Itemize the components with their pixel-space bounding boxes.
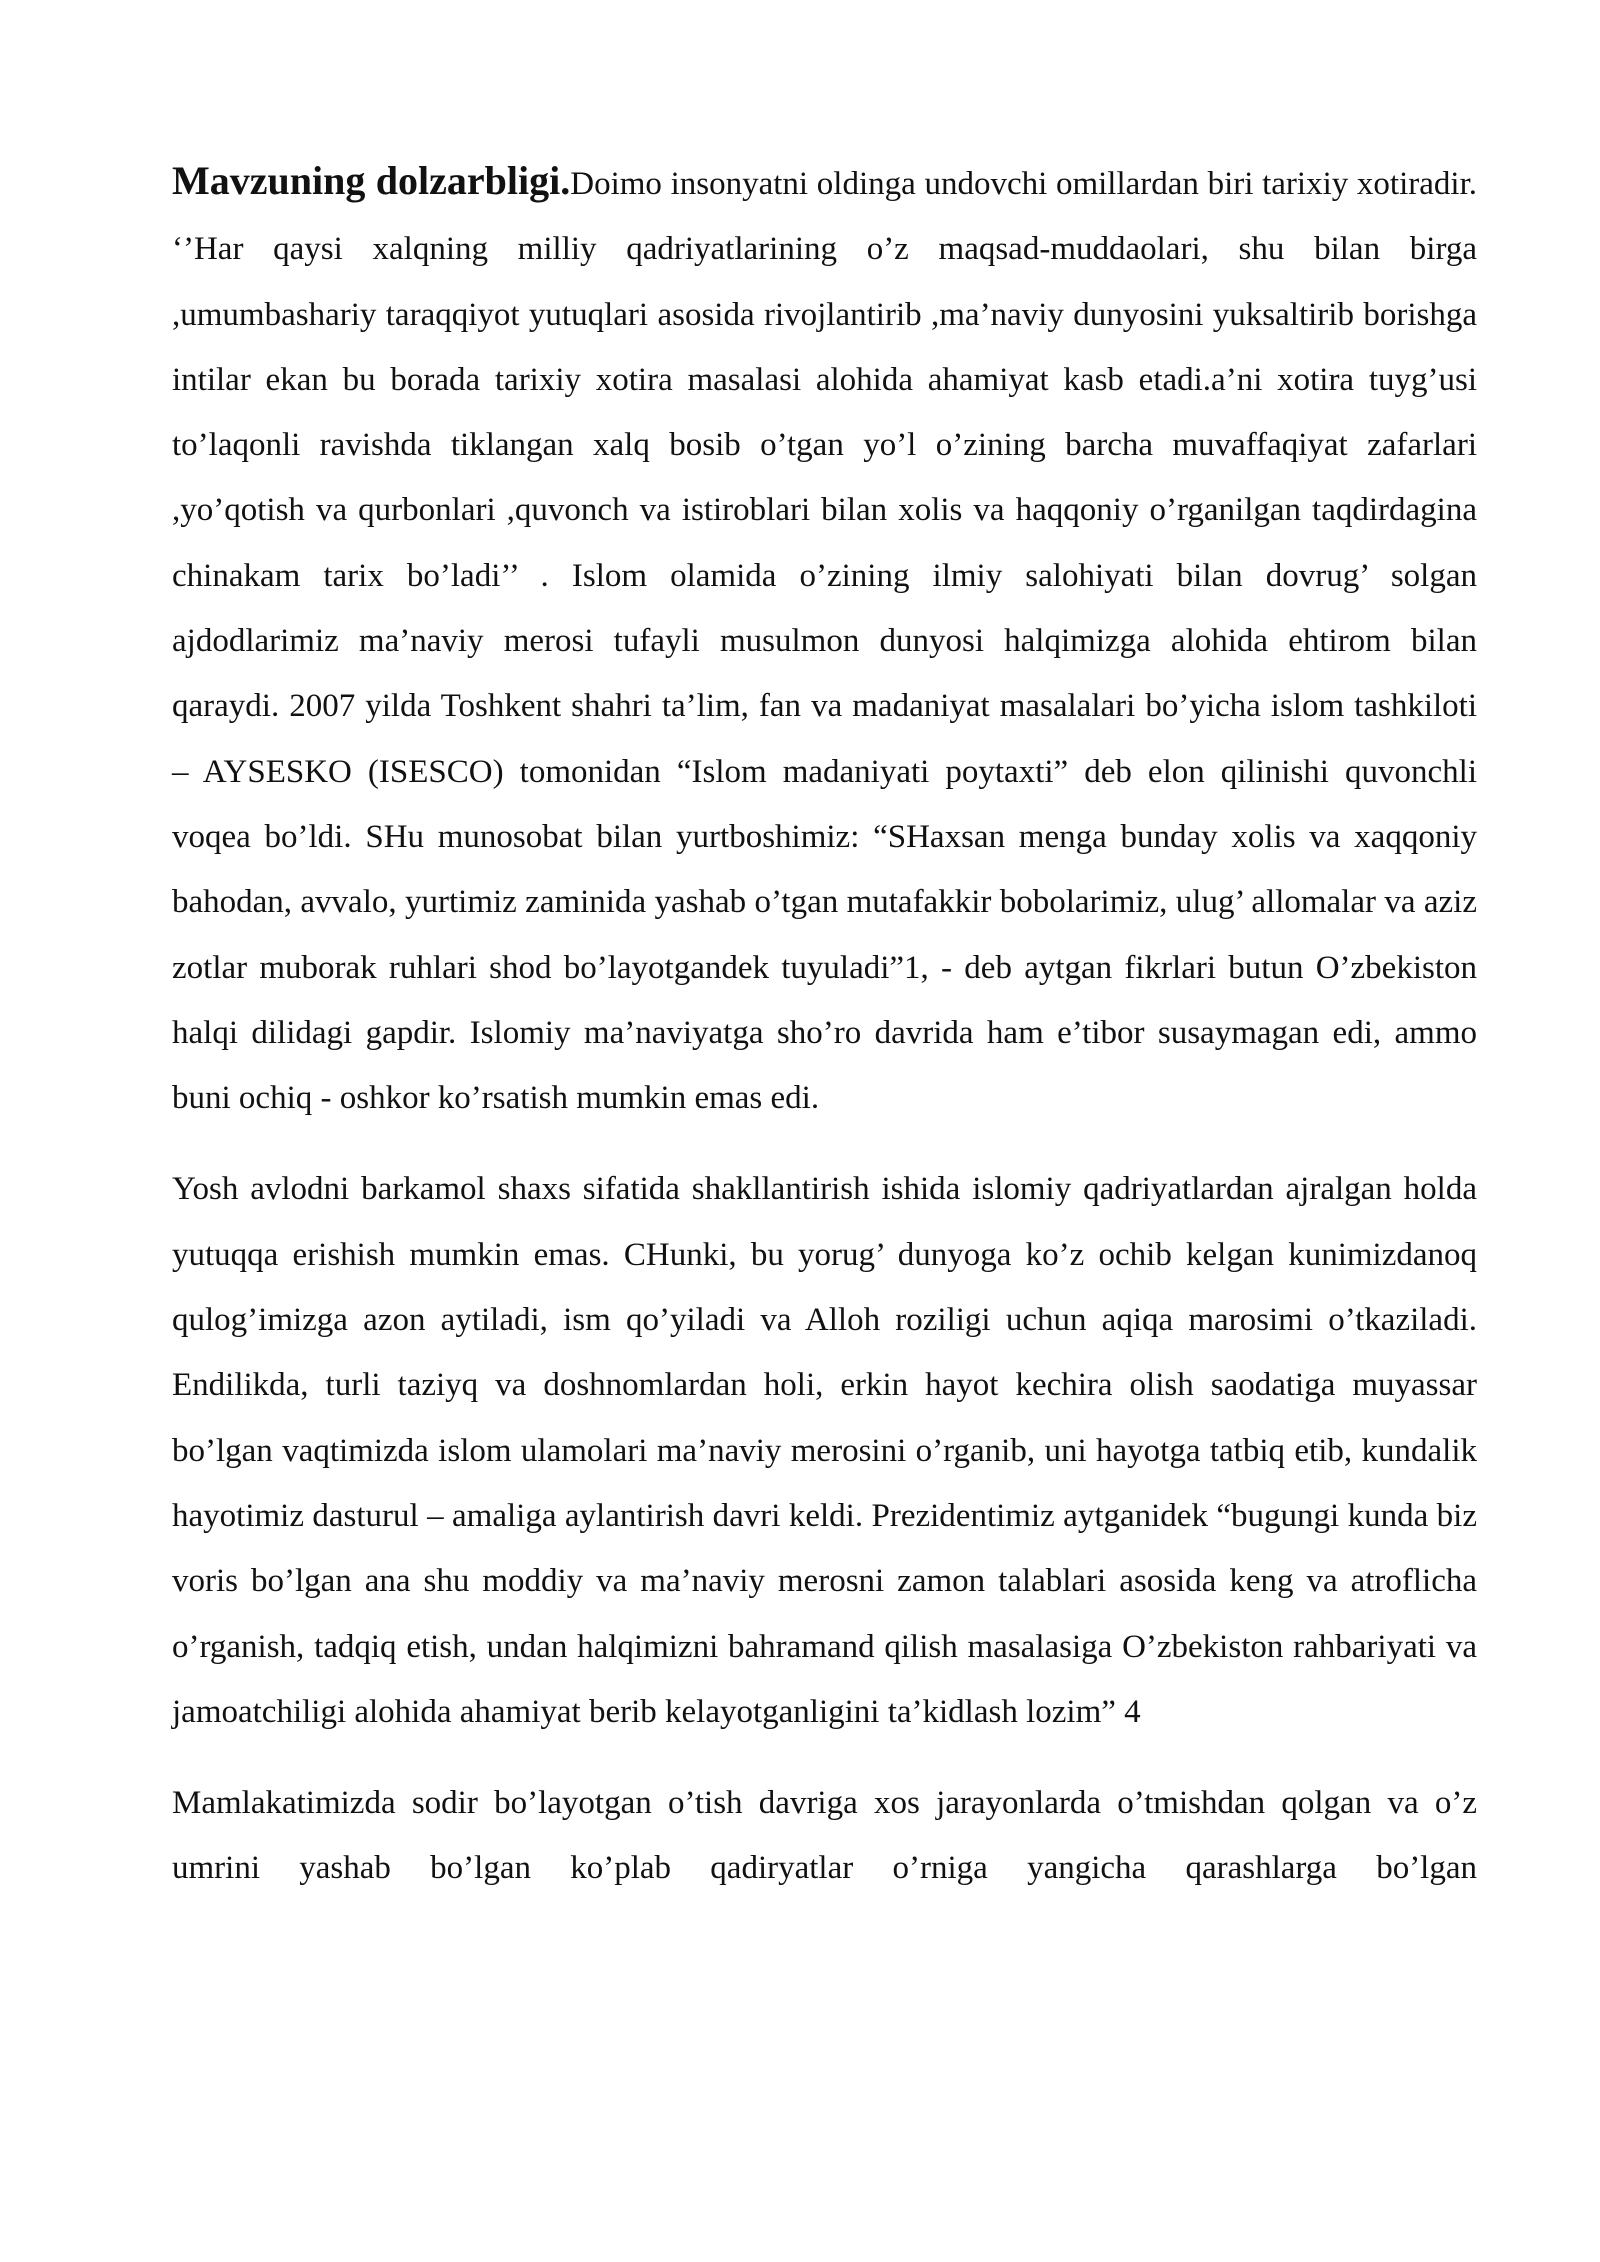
- paragraph-2-text: Yosh avlodni barkamol shaxs sifatida shakllantirish ishida islomiy qadriyatlardan ajralgan holda yutuqqa erishish mumkin emas. CHunki, bu yorug’ dunyoga ko’z ochib kelgan kunimizdanoq qulog’imizga azon aytiladi, ism qo’yiladi va Alloh roziligi uchun aqiqa marosimi o’tkaziladi. Endilikda, turli taziyq va doshnomlardan holi, erkin hayot kechira olish saodatiga muyassar bo’lgan vaqtimizda islom ulamolari ma’naviy merosini o’rganib, uni hayotga tatbiq etib, kundalik hayotimiz dasturul – amaliga aylantirish davri keldi. Prezidentimiz aytganidek “bugungi kunda biz voris bo’lgan ana shu moddiy va ma’naviy merosni zamon talablari asosida keng va atroflicha o’rganish, tadqiq etish, undan halqimizni bahramand qilish masalasiga O’zbekiston rahbariyati va jamoatchiligi alohida ahamiyat berib kelayotganligini ta’kidlash lozim” 4: [172, 1171, 1477, 1730]
- paragraph-1: [172, 148, 1477, 1131]
- paragraph-1-text: Doimo insonyatni oldinga undovchi omillardan biri tarixiy xotiradir. ‘’Har qaysi xalqning milliy qadriyatlarining o’z maqsad-muddaolari, shu bilan birga ,umumbashariy taraqqiyot yutuqlari asosida rivojlantirib ,ma’naviy dunyosini yuksaltirib borishga intilar ekan bu borada tarixiy xotira masalasi alohida ahamiyat kasb etadi.a’ni xotira tuyg’usi to’laqonli ravishda tiklangan xalq bosib o’tgan yo’l o’zining barcha muvaffaqiyat zafarlari ,yo’qotish va qurbonlari ,quvonch va istiroblari bilan xolis va haqqoniy o’rganilgan taqdirdagina chinakam tarix bo’ladi’’ . Islom olamida o’zining ilmiy salohiyati bilan dovrug’ solgan ajdodlarimiz ma’naviy merosi tufayli musulmon dunyosi halqimizga alohida ehtirom bilan qaraydi. 2007 yilda Toshkent shahri ta’lim, fan va madaniyat masalalari bo’yicha islom tashkiloti – AYSESKO (ISESCO) tomonidan “Islom madaniyati poytaxti” deb elon qilinishi quvonchli voqea bo’ldi. SHu munosobat bilan yurtboshimiz: “SHaxsan menga bunday xolis va xaqqoniy bahodan, avvalo, yurtimiz zaminida yashab o’tgan mutafakkir bobolarimiz, ulug’ allomalar va aziz zotlar muborak ruhlari shod bo’layotgandek tuyuladi”1, - deb aytgan fikrlari butun O’zbekiston halqi dilidagi gapdir. Islomiy ma’naviyatga sho’ro davrida ham e’tibor susaymagan edi, ammo buni ochiq - oshkor ko’rsatish mumkin emas edi.: [172, 166, 1477, 1117]
- paragraph-3-text: Mamlakatimizda sodir bo’layotgan o’tish davriga xos jarayonlarda o’tmishdan qolgan va o’z umrini yashab bo’lgan ko’plab qadiryatlar o’rniga yangicha qarashlarga bo’lgan: [172, 1785, 1477, 1887]
- paragraph-3: [172, 1771, 1477, 1902]
- document-body: [172, 148, 1477, 1902]
- paragraph-2: [172, 1157, 1477, 1745]
- section-heading: Mavzuning dolzarbligi.: [172, 158, 571, 203]
